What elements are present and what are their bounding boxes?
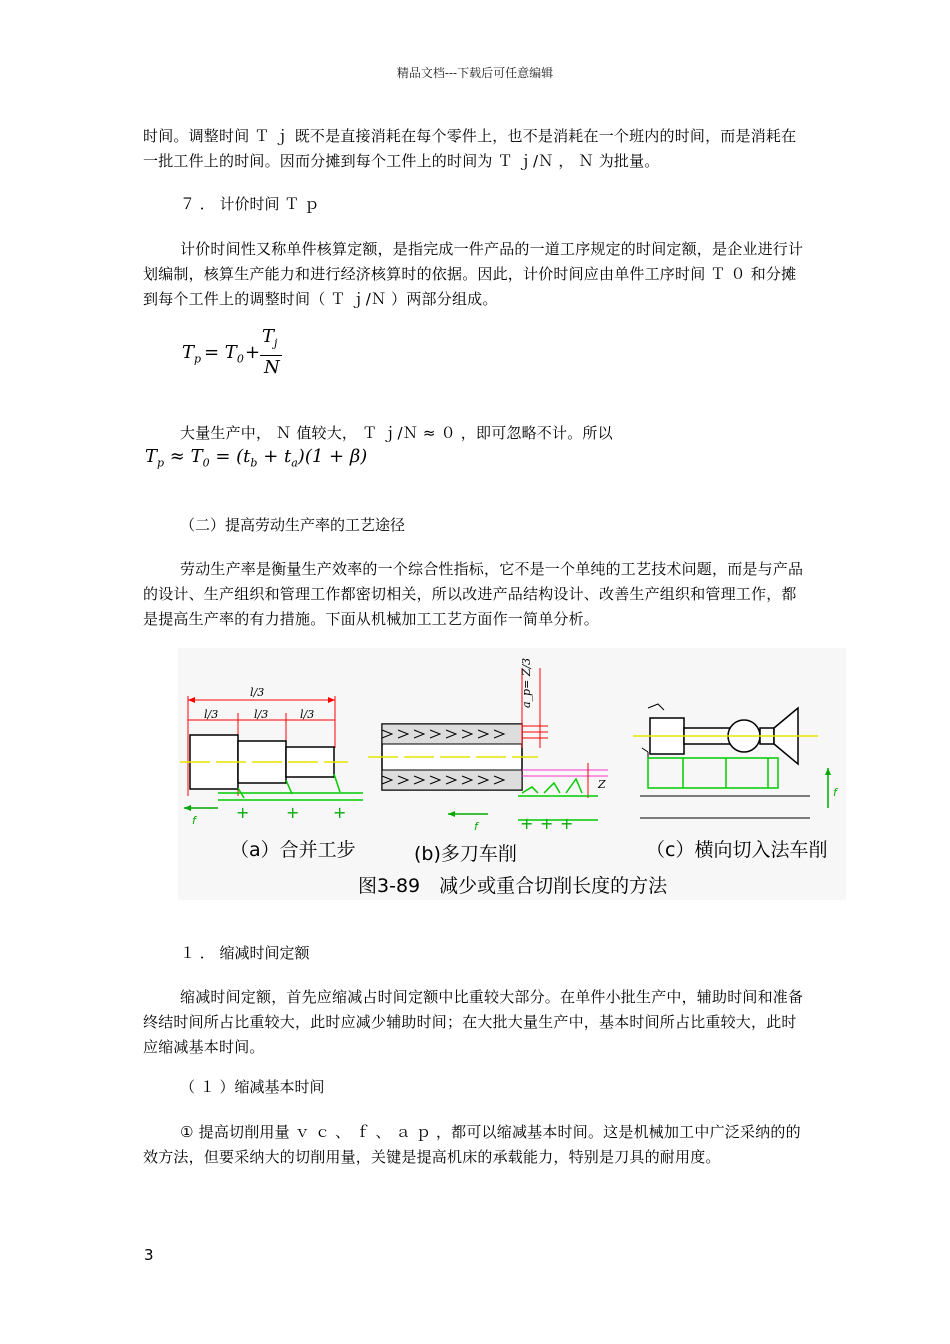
caption-b: (b)多刀车削 bbox=[414, 843, 517, 865]
svg-text:+: + bbox=[520, 814, 534, 833]
svg-text:+: + bbox=[236, 803, 250, 822]
dim-c-label: l/3 bbox=[300, 708, 315, 721]
diagram-a-combined-steps bbox=[180, 686, 363, 827]
paragraph-productivity: 劳动生产率是衡量生产效率的一个综合性指标，它不是一个单纯的工艺技术问题，而是与产品的设计、生产组织和管理工作都密切相关，所以改进产品结构设计、改善生产组织和管理工作，都是提高生产率的有力措施。下面从机械加工工艺方面作一简单分析。 bbox=[143, 560, 804, 628]
svg-text:+: + bbox=[540, 814, 554, 833]
dim-total-label: l/3 bbox=[250, 686, 265, 699]
figure-drawing bbox=[178, 648, 846, 900]
section-heading-productivity: （二）提高劳动生产率的工艺途径 bbox=[180, 516, 406, 534]
formula-approximation: $T_p \approx T_0 = (t_b + t_a)(1 + \beta)$ bbox=[145, 446, 368, 470]
feed-label-c: f bbox=[833, 786, 837, 799]
paragraph-piece-rate-definition: 计价时间性又称单件核算定额，是指完成一件产品的一道工序规定的时间定额，是企业进行计划编制，核算生产能力和进行经济核算时的依据。因此，计价时间应由单件工序时间 Ｔ ０ 和分摊到每个工件上的调整时间（ Ｔ ｊ/Ｎ ）两部分组成。 bbox=[143, 240, 804, 308]
svg-text:+: + bbox=[560, 814, 574, 833]
svg-text:+: + bbox=[286, 803, 300, 822]
formula-piece-rate: $T_p$ = $T_0$ + $T_j$ N bbox=[182, 328, 302, 380]
caption-a: （a）合并工步 bbox=[230, 839, 356, 861]
diagram-c-plunge-turning bbox=[633, 704, 839, 818]
figure-cutting-length-methods bbox=[178, 648, 846, 900]
svg-text:+: + bbox=[333, 803, 347, 822]
dim-b-label: l/3 bbox=[254, 708, 269, 721]
paragraph-large-batch: 大量生产中， Ｎ 值较大， Ｔ ｊ/Ｎ ≈ ０ ，即可忽略不计。所以 bbox=[180, 424, 613, 442]
diagram-b-multi-tool bbox=[368, 658, 608, 833]
paragraph-adjust-time: 时间。调整时间 Ｔ ｊ 既不是直接消耗在每个零件上，也不是消耗在一个班内的时间，而是消耗在一批工件上的时间。因而分摊到每个工件上的时间为 Ｔ ｊ/Ｎ ， Ｎ 为批量。 bbox=[143, 127, 797, 170]
page-header: 精品文档---下载后可任意编辑 bbox=[396, 66, 554, 80]
z-label: Z bbox=[598, 778, 606, 791]
dim-a-label: l/3 bbox=[204, 708, 219, 721]
paragraph-reduce-time-quota: 缩减时间定额，首先应缩减占时间定额中比重较大部分。在单件小批生产中，辅助时间和准备终结时间所占比重较大，此时应减少辅助时间；在大批大量生产中，基本时间所占比重较大，此时应缩减基本时间。 bbox=[143, 988, 804, 1056]
heading-reduce-time-quota: １ ． 缩减时间定额 bbox=[180, 944, 310, 962]
ap-label: a_p= Z/3 bbox=[520, 657, 533, 708]
feed-label-a: f bbox=[192, 814, 196, 827]
caption-c: （c）横向切入法车削 bbox=[646, 839, 828, 861]
heading-piece-rate-time: ７ ． 计价时间 Ｔ ｐ bbox=[180, 195, 320, 213]
feed-label-b: f bbox=[474, 820, 478, 833]
page-number: 3 bbox=[144, 1246, 154, 1264]
heading-reduce-basic-time: （ １ ）缩减基本时间 bbox=[180, 1078, 325, 1096]
figure-title: 图3-89 减少或重合切削长度的方法 bbox=[358, 875, 668, 897]
paragraph-cutting-parameters: ① 提高切削用量 ｖ ｃ 、 ｆ 、 ａ ｐ ，都可以缩减基本时间。这是机械加工中广泛采纳的的效方法，但要采纳大的切削用量，关键是提高机床的承载能力，特别是刀具的耐用度。 bbox=[143, 1123, 801, 1166]
